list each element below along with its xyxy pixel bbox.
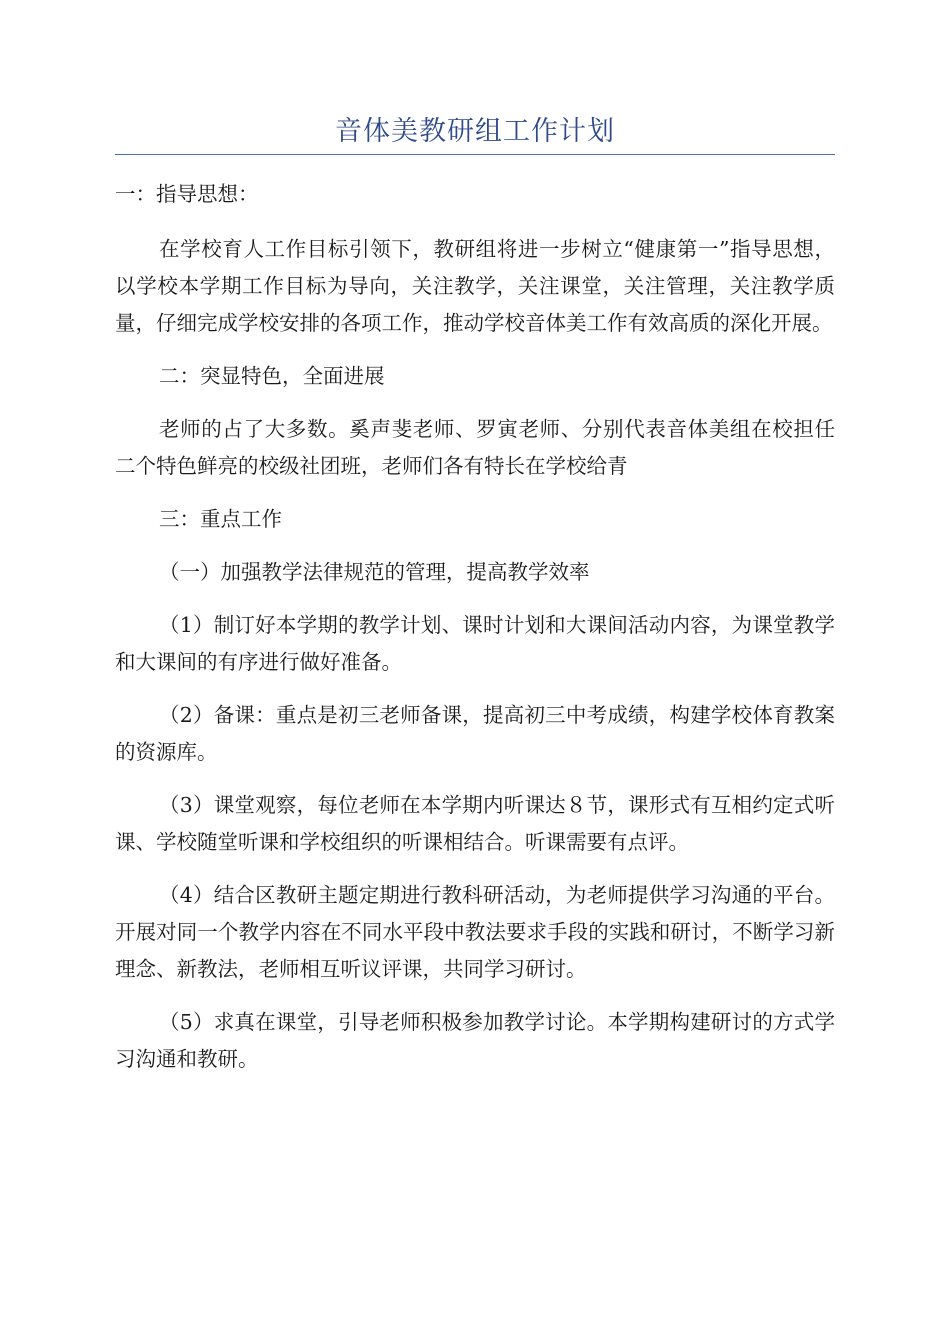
- list-item-2: （2）备课：重点是初三老师备课，提高初三中考成绩，构建学校体育教案的资源库。: [115, 703, 835, 764]
- section-heading-key-work: 三：重点工作: [159, 507, 282, 531]
- document-title: 音体美教研组工作计划: [335, 116, 615, 147]
- paragraph-guiding-thought: 在学校育人工作目标引领下，教研组将进一步树立“健康第一”指导思想，以学校本学期工作目标为导向，关注教学，关注课堂，关注管理，关注教学质量，仔细完成学校安排的各项工作，推动学校音体美工作有效高质的深化开展。: [115, 237, 835, 335]
- subsection-heading-teaching-management: （一）加强教学法律规范的管理，提高教学效率: [159, 560, 590, 584]
- list-item-3: （3）课堂观察，每位老师在本学期内听课达８节，课形式有互相约定式听课、学校随堂听课和学校组织的听课相结合。听课需要有点评。: [115, 793, 835, 854]
- paragraph-features: 老师的占了大多数。奚声斐老师、罗寅老师、分别代表音体美组在校担任二个特色鲜亮的校级社团班，老师们各有特长在学校给青: [115, 417, 835, 478]
- list-item-1: （1）制订好本学期的教学计划、课时计划和大课间活动内容，为课堂教学和大课间的有序进行做好准备。: [115, 613, 835, 674]
- list-item-5: （5）求真在课堂，引导老师积极参加教学讨论。本学期构建研讨的方式学习沟通和教研。: [115, 1010, 835, 1071]
- list-item-4: （4）结合区教研主题定期进行教科研活动，为老师提供学习沟通的平台。开展对同一个教学内容在不同水平段中教法要求手段的实践和研讨，不断学习新理念、新教法，老师相互听议评课，共同学习研讨。: [115, 883, 835, 981]
- section-heading-guiding-thought: 一：指导思想：: [115, 182, 259, 206]
- section-heading-features: 二：突显特色，全面进展: [159, 364, 385, 388]
- document-body: [115, 176, 835, 1094]
- title-underline: [115, 154, 835, 155]
